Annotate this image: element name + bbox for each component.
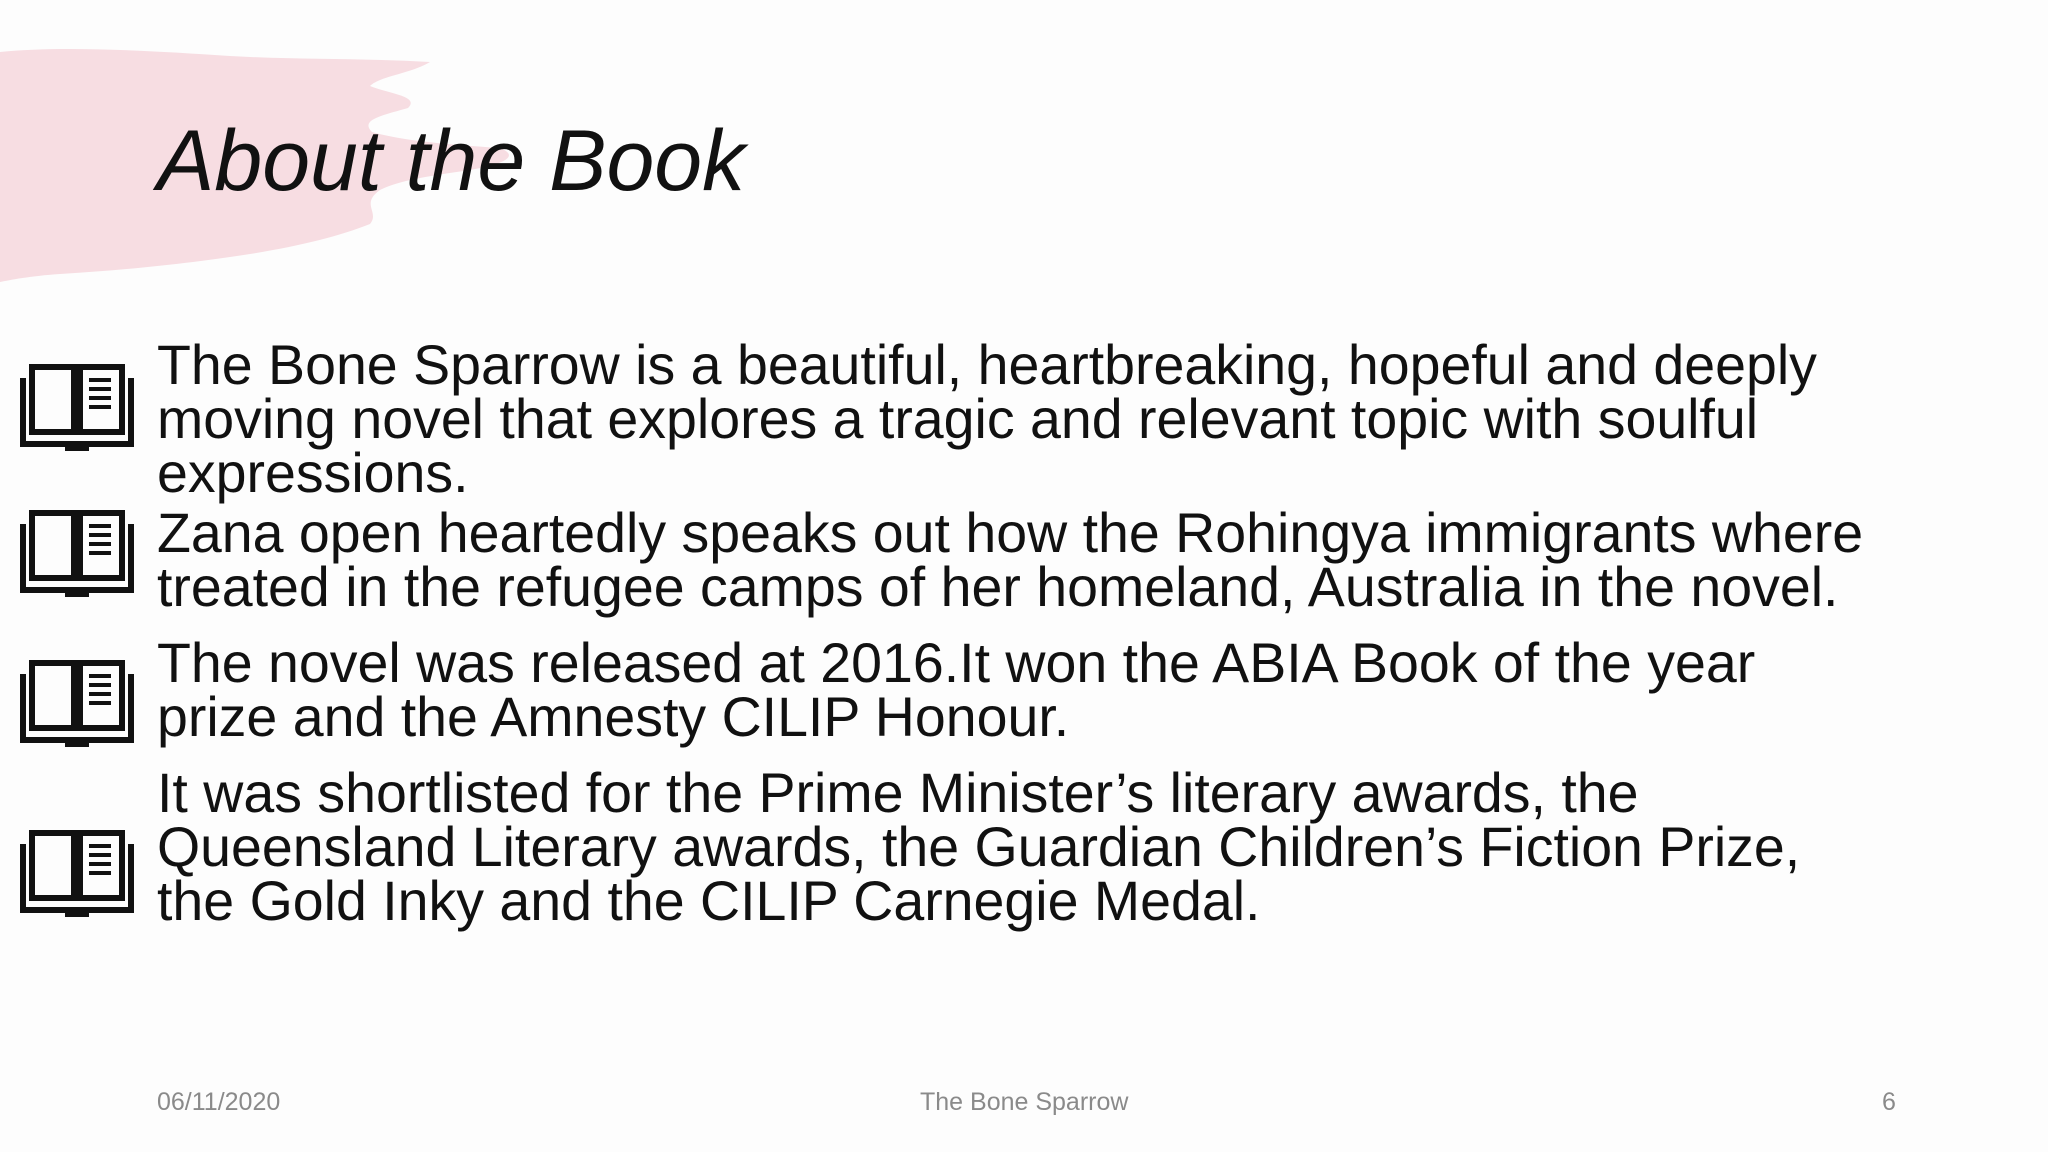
- open-book-icon: [17, 510, 137, 600]
- bullet-line: Queensland Literary awards, the Guardian Children’s Fiction Prize,: [157, 816, 1801, 878]
- bullet-line: the Gold Inky and the CILIP Carnegie Medal.: [157, 870, 1261, 932]
- footer-title: The Bone Sparrow: [920, 1088, 1129, 1116]
- bullet-line: The Bone Sparrow is a beautiful, heartbreaking, hopeful and deeply: [157, 334, 1817, 396]
- bullet-item: [0, 334, 2000, 504]
- slide-title: About the Book: [157, 113, 746, 209]
- bullet-list: [0, 334, 2000, 932]
- bullet-line: expressions.: [157, 442, 469, 504]
- bullet-item: [0, 762, 2000, 932]
- bullet-line: It was shortlisted for the Prime Minister’s literary awards, the: [157, 762, 1639, 824]
- bullet-line: The novel was released at 2016.It won the ABIA Book of the year: [157, 632, 1756, 694]
- bullet-line: prize and the Amnesty CILIP Honour.: [157, 686, 1070, 748]
- bullet-item: [0, 502, 2000, 618]
- bullet-item: [0, 632, 2000, 748]
- page-number: 6: [1882, 1088, 1896, 1116]
- open-book-icon: [17, 660, 137, 750]
- footer-date: 06/11/2020: [157, 1088, 281, 1116]
- bullet-line: moving novel that explores a tragic and relevant topic with soulful: [157, 388, 1759, 450]
- bullet-line: Zana open heartedly speaks out how the Rohingya immigrants where: [157, 502, 1864, 564]
- open-book-icon: [17, 364, 137, 454]
- bullet-line: treated in the refugee camps of her homeland, Australia in the novel.: [157, 556, 1839, 618]
- open-book-icon: [17, 830, 137, 920]
